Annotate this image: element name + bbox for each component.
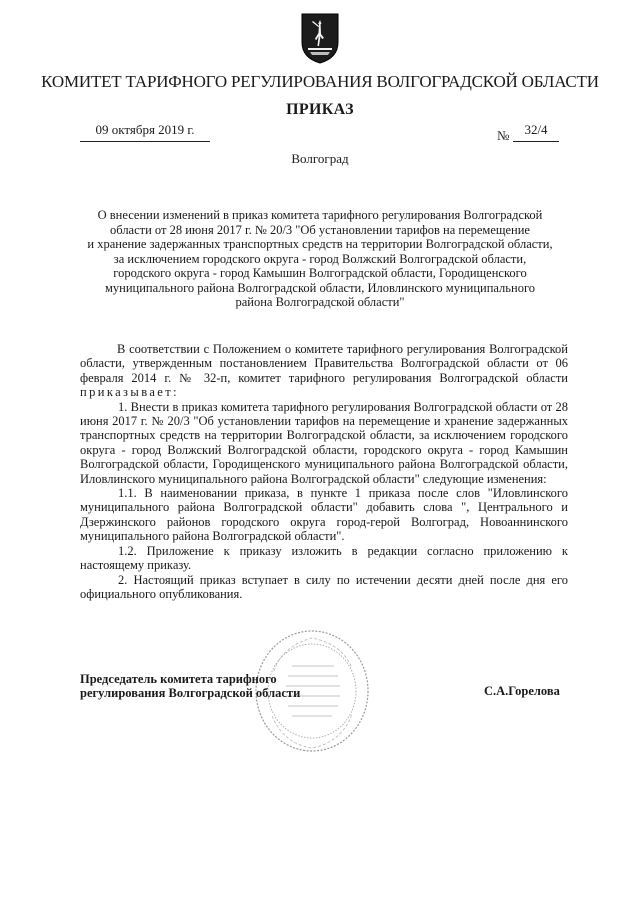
item-1-1-paragraph: 1.1. В наименовании приказа, в пункте 1 приказа после слов "Иловлинского муниципального района Волгоградской области" добавить слова ", Центрального и Дзержинского районов городского округа город-герой Волгоград, Новоаннинского муниципального района Волгоградской области". bbox=[80, 486, 568, 544]
item-1-paragraph: 1. Внести в приказ комитета тарифного регулирования Волгоградской области от 28 июня 2017 г. № 20/3 "Об установлении тарифов на перемещение и хранение задержанных транспортных средств на территории Волгоградской области, за исключением городского округа - город Волжский Волгоградской области, городского округа - город Камышин Волгоградской области, Городищенского муниципального района Волгоградской области, Иловлинского муниципального района Волгоградской области" следующие изменения: bbox=[80, 399, 568, 486]
preamble-paragraph bbox=[80, 342, 568, 400]
subject-line: О внесении изменений в приказ комитета тарифного регулирования Волгоградской bbox=[97, 208, 543, 222]
order-number: 32/4 bbox=[513, 122, 559, 142]
subject-line: района Волгоградской области" bbox=[235, 295, 405, 309]
signatory-position bbox=[80, 672, 300, 700]
subject-line: городского округа - город Камышин Волгоградской области, Городищенского bbox=[113, 266, 527, 280]
position-line: регулирования Волгоградской области bbox=[80, 686, 301, 700]
preamble-spaced-word: приказывает: bbox=[80, 385, 179, 400]
city: Волгоград bbox=[291, 151, 349, 166]
order-subject bbox=[60, 208, 580, 310]
volgograd-coat-of-arms-icon bbox=[300, 12, 340, 64]
subject-line: области от 28 июня 2017 г. № 20/3 "Об установлении тарифов на перемещение bbox=[110, 222, 530, 237]
subject-line: муниципального района Волгоградской области, Иловлинского муниципального bbox=[104, 280, 536, 295]
subject-line: за исключением городского округа - город Волжский Волгоградской области, bbox=[113, 251, 527, 266]
order-date: 09 октября 2019 г. bbox=[80, 122, 210, 142]
committee-title: КОМИТЕТ ТАРИФНОГО РЕГУЛИРОВАНИЯ ВОЛГОГРАДСКОЙ ОБЛАСТИ bbox=[41, 72, 599, 91]
item-1-2-paragraph: 1.2. Приложение к приказу изложить в редакции согласно приложению к настоящему приказу. bbox=[80, 543, 568, 573]
subject-line: и хранение задержанных транспортных средств на территории Волгоградской области, bbox=[87, 237, 553, 251]
position-line: Председатель комитета тарифного bbox=[80, 672, 277, 686]
preamble-text: В соответствии с Положением о комитете тарифного регулирования Волгоградской области, утвержденным постановлением Правительства Волгоградской области от 06 февраля 2014 г. № 32-п, комитет тарифного регулирования Волгоградской области bbox=[80, 342, 568, 385]
document-type: ПРИКАЗ bbox=[286, 101, 354, 118]
signatory-name: С.А.Горелова bbox=[484, 684, 560, 698]
order-body bbox=[80, 342, 568, 601]
item-2-paragraph: 2. Настоящий приказ вступает в силу по истечении десяти дней после дня его официального опубликования. bbox=[80, 572, 568, 601]
number-label: № bbox=[497, 128, 510, 143]
